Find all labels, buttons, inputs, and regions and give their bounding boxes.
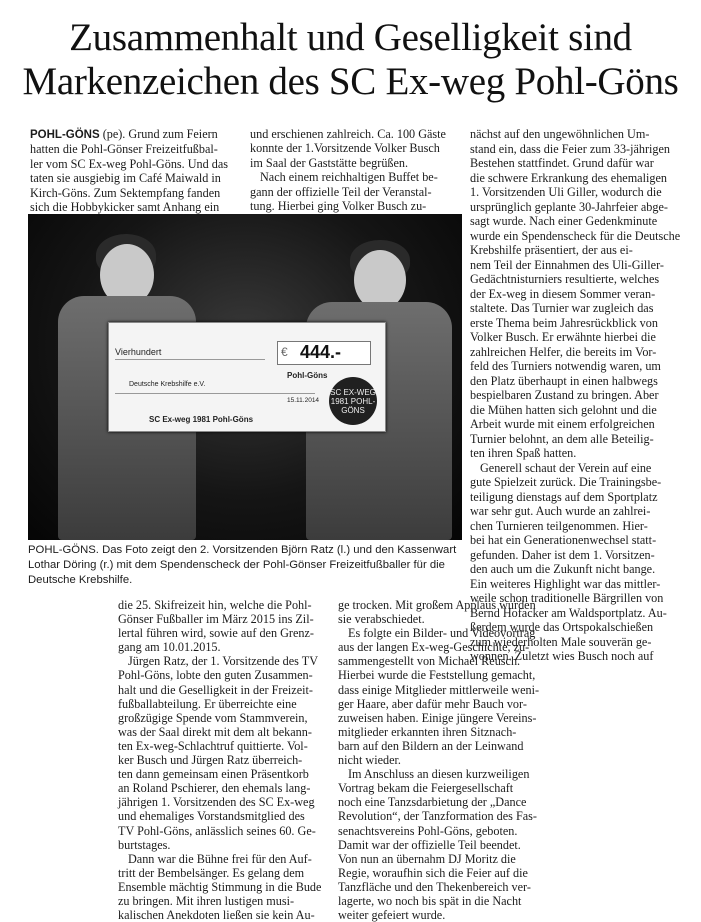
column-line: bespielbaren Zustand zu bringen. Aber: [470, 388, 659, 402]
column-line: die schwere Erkrankung des ehemaligen: [470, 170, 667, 185]
column-line: (pe). Grund zum Feiern: [102, 127, 218, 141]
column-line: TV Pohl-Göns, anlässlich seines 60. Ge-: [118, 823, 316, 838]
column-line: sagt wurde. Nach einer Gedenkminute: [470, 214, 658, 228]
column-line: die 25. Skifreizeit hin, welche die Pohl-: [118, 598, 312, 612]
column-line: staltete. Das Turnier war zugleich das: [470, 301, 654, 315]
column-line: chen Turnieren teilgenommen. Hier-: [470, 518, 648, 533]
column-line: Dann war die Bühne frei für den Auf-: [128, 851, 312, 866]
column-line: und erschienen zahlreich. Ca. 100 Gäste: [250, 127, 446, 141]
column-line: taten sie ausgiebig im Café Maiwald in: [30, 171, 221, 186]
article-column-1: [30, 127, 242, 214]
column-line: der Ex-weg in diesem Sommer veran-: [470, 286, 656, 301]
column-line: Gönser Fußballer im März 2015 ins Zil-: [118, 612, 314, 627]
donation-cheque: [108, 322, 386, 432]
column-line: noch eine Tanzsdarbietung der „Dance: [338, 795, 527, 810]
column-line: Ensemble mächtig Stimmung in die Bude: [118, 879, 322, 894]
column-line: senachtsvereins Pohl-Göns, geboten.: [338, 823, 518, 838]
photo-caption: POHL-GÖNS. Das Foto zeigt den 2. Vorsitzenden Björn Ratz (l.) und den Kassenwart Lothar Döring (r.) mit dem Spendenscheck der Pohl-Gönser Freizeitfußballer für die Deutsche Krebshilfe.: [28, 544, 457, 586]
column-line: Bernd Hofacker am Waldsportplatz. Au-: [470, 605, 667, 620]
headline-line-1: Zusammenhalt und Geselligkeit sind: [69, 16, 632, 59]
cheque-payee: Deutsche Krebshilfe e.V.: [129, 381, 206, 388]
column-line: lertal führen wird, sowie auf den Grenz-: [118, 626, 314, 641]
column-line: gefunden. Daher ist dem 1. Vorsitzen-: [470, 547, 655, 562]
column-line: 1. Vorsitzenden Uli Giller, wodurch die: [470, 185, 662, 199]
column-line: bei hat ein Generationenwechsel statt-: [470, 533, 657, 547]
column-line: im Saal der Gaststätte begrüßen.: [250, 155, 409, 170]
column-line: Ein weiteres Highlight war das mittler-: [470, 576, 661, 591]
column-line: Gedächtnisturniers resultierte, welches: [470, 272, 660, 286]
column-line: gang am 10.01.2015.: [118, 640, 221, 655]
column-line: sammengestellt von Michael Reusch.: [338, 654, 521, 669]
headline-line-2: Markenzeichen des SC Ex-weg Pohl-Göns: [22, 60, 679, 103]
column-line: Kirch-Göns. Zum Sektempfang fanden: [30, 185, 221, 200]
column-line: Volker Busch. Er erwähnte hierbei die: [470, 330, 656, 344]
column-line: nem Teil der Einnahmen des Uli-Giller-: [470, 257, 664, 272]
column-line: aus der langen Ex-weg-Geschichte, zu-: [338, 640, 530, 655]
column-line: tung. Hierbei ging Volker Busch zu-: [250, 199, 427, 214]
column-line: teiligung dienstags auf dem Sportplatz: [470, 489, 658, 504]
column-line: jährigen 1. Vorsitzenden des SC Ex-weg: [118, 795, 315, 810]
column-line: barn auf den Bildern an der Leinwand: [338, 738, 524, 753]
column-line: wurde ein Spendenscheck für die Deutsche: [470, 228, 681, 243]
article-column-2: [250, 127, 462, 213]
column-line: kalischen Anekdoten ließen sie kein Au-: [118, 908, 315, 922]
column-line: Im Anschluss an diesen kurzweiligen: [348, 767, 530, 782]
column-line: Krebshilfe präsentiert, der aus ei-: [470, 243, 633, 257]
column-line: zu bringen. Mit ihren lustigen musi-: [118, 893, 295, 908]
column-line: konnte der 1.Vorsitzende Volker Busch: [250, 141, 440, 156]
cheque-amount-box: [277, 341, 371, 365]
column-line: großzügige Spende vom Stammverein,: [118, 710, 308, 725]
column-line: wonnen. Zuletzt wies Busch noch auf: [470, 649, 654, 663]
column-line: Von nun an übernahm DJ Moritz die: [338, 851, 516, 866]
column-line: nicht wieder.: [338, 753, 401, 768]
column-line: ge trocken. Mit großem Applaus wurden: [338, 598, 536, 612]
column-line: was der Saal direkt mit dem alt bekann-: [118, 724, 312, 739]
article-column-4: [118, 598, 332, 922]
cheque-amount: 444.-: [300, 342, 342, 362]
column-line: sie verabschiedet.: [338, 612, 425, 627]
column-line: halt und die Geselligkeit in der Freizeit-: [118, 682, 313, 697]
headline: [0, 16, 701, 104]
column-line: sich die Hobbykicker samt Anhang ein: [30, 200, 220, 215]
cheque-issuer: SC Ex-weg 1981 Pohl-Göns: [149, 415, 254, 424]
column-line: Vortrag bekam die Feiergesellschaft: [338, 781, 514, 796]
column-line: ursprünglich geplante 30-Jahrfeier abge-: [470, 199, 668, 214]
column-line: an Roland Pschierer, den ehemals lang-: [118, 781, 311, 796]
column-line: weile schon traditionelle Bärgrillen von: [470, 591, 664, 605]
column-line: lagerte, wo noch bis spät in die Nacht: [338, 893, 522, 908]
column-line: ßerdem wurde das Ortspokalschießen: [470, 620, 654, 634]
column-line: tritt der Bembelsänger. Es gelang dem: [118, 865, 305, 880]
club-seal-text: SC EX-WEG 1981 POHL-GÖNS: [330, 387, 376, 415]
column-line: Pohl-Göns, lobte den guten Zusammen-: [118, 668, 313, 683]
column-line: war sehr gut. Auch wurde an zahlrei-: [470, 504, 651, 518]
cheque-place: Pohl-Göns: [287, 371, 328, 380]
column-line: erste Thema beim Jahresrückblick von: [470, 315, 658, 330]
column-line: ler vom SC Ex-weg Pohl-Göns. Und das: [30, 156, 229, 171]
column-line: nächst auf den ungewöhnlichen Um-: [470, 127, 650, 141]
column-line: Turnier belohnt, an dem alle Beteilig-: [470, 431, 654, 446]
column-line: hatten die Pohl-Gönser Freizeitfußbal-: [30, 142, 218, 157]
column-line: burtstages.: [118, 837, 171, 852]
article-column-5: [338, 598, 552, 922]
column-line: den auch um die Zukunft nicht bange.: [470, 562, 656, 576]
column-line: Tanzfläche und den Thekenbereich ver-: [338, 879, 531, 894]
column-line: zum wiederholten Male souverän ge-: [470, 634, 652, 649]
column-line: Nach einem reichhaltigen Buffet be-: [260, 170, 438, 185]
column-line: die Mühen hatten sich gelohnt und die: [470, 402, 657, 417]
column-line: Generell schaut der Verein auf eine: [480, 460, 652, 475]
column-line: ten ihren Spaß hatten.: [470, 446, 577, 460]
column-line: Revolution“, der Tanzformation des Fas-: [338, 809, 537, 824]
column-line: Regie, woraufhin sich die Feier auf die: [338, 865, 528, 880]
dateline: POHL-GÖNS: [30, 129, 100, 141]
column-line: weiter gefeiert wurde.: [338, 908, 446, 922]
column-line: ger Haare, aber dafür mehr Bauch vor-: [338, 696, 527, 711]
cheque-date: 15.11.2014: [287, 397, 320, 404]
column-line: ten dann gemeinsam einen Präsentkorb: [118, 767, 309, 782]
column-line: Damit war der offizielle Teil beendet.: [338, 837, 521, 852]
column-line: gann der offizielle Teil der Veranstal-: [250, 184, 432, 199]
club-seal: [329, 377, 377, 425]
column-line: den Platz überhaupt in einen halbwegs: [470, 373, 658, 388]
euro-icon: €: [281, 345, 288, 359]
column-line: stand ein, dass die Feier zum 33-jährigen: [470, 141, 671, 156]
cheque-amount-words: Vierhundert: [115, 347, 162, 357]
column-line: feld des Turniers notwendig waren, um: [470, 359, 661, 373]
column-line: zuweisen haben. Einige jüngere Vereins-: [338, 710, 537, 725]
column-line: ten Ex-weg-Schlachtruf quittierte. Vol-: [118, 738, 308, 753]
column-line: und ehemaliges Vorstandsmitglied des: [118, 809, 305, 824]
column-line: fußballabteilung. Er überreichte eine: [118, 696, 297, 711]
column-line: Arbeit wurde mit einem erfolgreichen: [470, 417, 655, 431]
column-line: dass einige Mitglieder mittlerweile weni-: [338, 682, 540, 697]
column-line: mitglieder erkannten ihren Sitznach-: [338, 724, 517, 739]
column-line: ker Busch und Jürgen Ratz überreich-: [118, 753, 303, 768]
column-line: Hierbei wurde die Feststellung gemacht,: [338, 668, 536, 683]
column-line: zahlreichen Helfer, die bereits im Vor-: [470, 344, 657, 359]
column-line: gute Spielzeit zurück. Die Trainingsbe-: [470, 475, 662, 489]
column-line: Jürgen Ratz, der 1. Vorsitzende des TV: [128, 654, 318, 669]
article-column-3: [470, 127, 684, 664]
article-photo: [28, 214, 462, 540]
column-line: Bestehen stattfindet. Grund dafür war: [470, 156, 654, 170]
column-line: Es folgte ein Bilder- und Videovortrag: [348, 626, 536, 641]
